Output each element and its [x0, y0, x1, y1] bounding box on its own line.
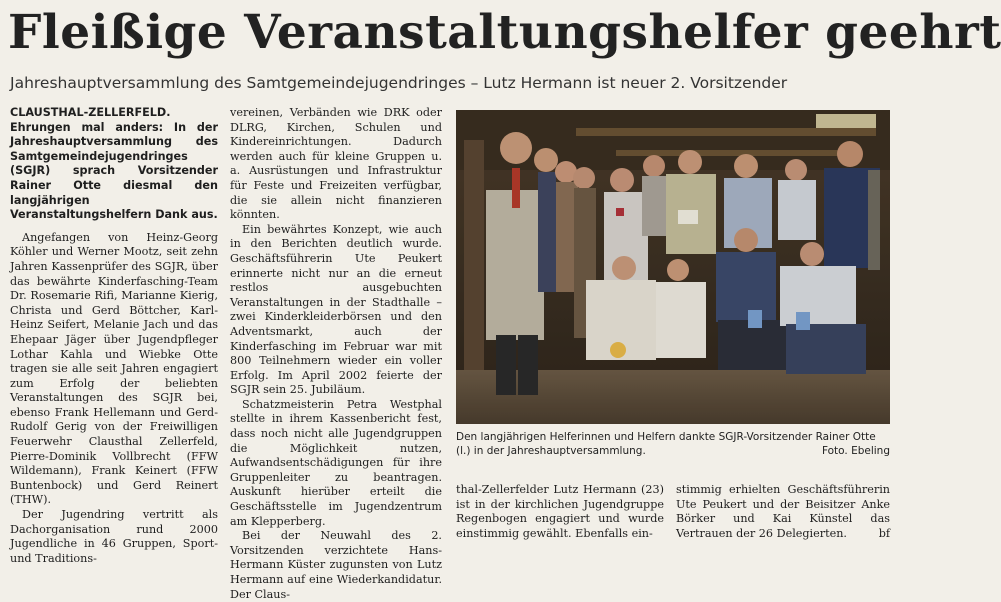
- subheadline: Jahreshauptversammlung des Samtgemeindejugendringes – Lutz Hermann ist neuer 2. Vorsitzender: [10, 74, 788, 92]
- group-photo-illustration: [456, 110, 890, 424]
- body-paragraph: Ein bewährtes Konzept, wie auch in den Berichten deutlich wurde. Geschäftsführerin Ute Peukert erinnerte nicht nur an die erneut restlos ausgebuchten Veranstaltungen in der Stadthalle – zwei Kinderkleiderbörsen und den Adventsmarkt, auch der Kinderfasching im Februar war mit 800 Teilnehmern wieder ein voller Erfolg. Im April 2002 feierte der SGJR sein 25. Jubiläum.: [230, 222, 442, 397]
- continuation-column-1: thal-Zellerfelder Lutz Hermann (23) ist in der kirchlichen Jugendgruppe Regenbogen engagiert und wurde einstimmig gewählt. Ebenfalls ein-: [456, 483, 664, 540]
- article-column-1: [10, 106, 218, 566]
- author-signature: bf: [878, 526, 890, 540]
- caption-text: Den langjährigen Helferinnen und Helfern dankte SGJR-Vorsitzender Rainer Otte (l.) in der Jahreshauptversammlung.: [456, 431, 876, 457]
- lead-paragraph: [10, 106, 218, 223]
- photo-credit: Foto. Ebeling: [821, 445, 890, 457]
- article-column-2: [230, 106, 442, 602]
- body-paragraph: Angefangen von Heinz-Georg Köhler und Werner Mootz, seit zehn Jahren Kassenprüfer des SGJR, über das bewährte Kinderfasching-Team Dr. Rosemarie Rifi, Marianne Kierig, Christa und Gerd Böttcher, Karl-Heinz Seifert, Melanie Jach und das Ehepaar Jäger über Jugendpfleger Lothar Kahla und Wiebke Otte tragen sie alle seit Jahren engagiert zum Erfolg der beliebten Veranstaltungen des SGJR bei, ebenso Frank Hellemann und Gerd-Rudolf Gerig von der Freiwilligen Feuerwehr Clausthal Zellerfeld, Pierre-Dominik Vollbrecht (FFW Wildemann), Frank Keinert (FFW Buntenbock) und Gerd Reinert (THW).: [10, 230, 218, 507]
- continuation-text: stimmig erhielten Geschäftsführerin Ute Peukert und der Beisitzer Anke Börker und Kai Künstel das Vertrauen der 26 Delegierten.: [676, 483, 890, 540]
- body-paragraph: Schatzmeisterin Petra Westphal stellte in ihrem Kassenbericht fest, dass noch nicht alle Jugendgruppen die Möglichkeit nutzen, Aufwandsentschädigungen für ihre Gruppenleiter zu beantragen. Auskunft hierüber erteilt die Geschäftsstelle im Jugendzentrum am Klepperberg.: [230, 397, 442, 528]
- headline: Fleißige Veranstaltungshelfer geehrt: [8, 5, 1001, 60]
- lead-text: Ehrungen mal anders: In der Jahreshauptversammlung des Samtgemeindejugendringes (SGJR) sprach Vorsitzender Rainer Otte diesmal den langjährigen Veranstaltungshelfern Dank aus.: [10, 120, 218, 222]
- dateline: CLAUSTHAL-ZELLERFELD.: [10, 106, 171, 119]
- photo-caption: [456, 430, 890, 458]
- body-paragraph: Der Jugendring vertritt als Dachorganisation rund 2000 Jugendliche in 46 Gruppen, Sport- und Traditions-: [10, 508, 218, 565]
- group-photo: [456, 110, 890, 424]
- body-paragraph: Bei der Neuwahl des 2. Vorsitzenden verzichtete Hans-Hermann Küster zugunsten von Lutz Hermann auf eine Wiederkandidatur. Der Claus-: [230, 529, 442, 601]
- body-paragraph: vereinen, Verbänden wie DRK oder DLRG, Kirchen, Schulen und Kindereinrichtungen. Dadurch werden auch für kleine Gruppen u. a. Ausrüstungen und Infrastruktur für Feste und Freizeiten verfügbar, die sie allein nicht finanzieren könnten.: [230, 106, 442, 222]
- continuation-column-2: [676, 483, 890, 541]
